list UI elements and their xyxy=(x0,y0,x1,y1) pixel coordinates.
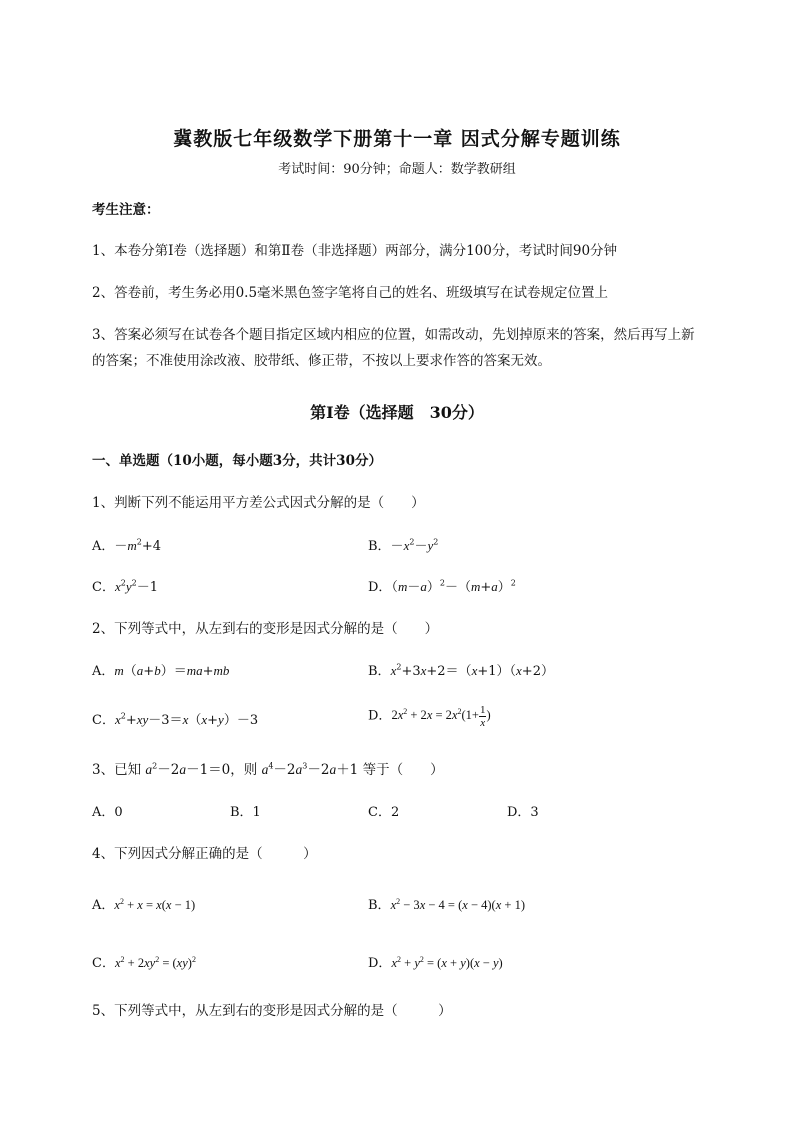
q4-option-a[interactable]: A．$x^2 + x = x(x - 1)$ xyxy=(92,896,196,913)
q3-option-a[interactable]: A．0 xyxy=(92,805,123,820)
q3-option-d[interactable]: D．3 xyxy=(507,805,539,820)
question-2-stem: 2、下列等式中，从左到右的变形是因式分解的是（ ） xyxy=(92,621,439,637)
q2-option-c[interactable]: C．$x^2+xy-3=x(x+y)-3$ xyxy=(92,711,259,728)
q2-option-d[interactable]: D．$2x^2 + 2x = 2x^2(1+$ $\frac{1}{x}$ ) xyxy=(368,704,491,729)
question-5-stem: 5、下列等式中，从左到右的变形是因式分解的是（ ） xyxy=(92,1003,452,1019)
fraction-1-over-x: $\frac{1}{x}$ xyxy=(479,704,486,729)
q3-option-c[interactable]: C．2 xyxy=(368,805,400,820)
question-3-stem: 3、已知 $a^2-2a-1=0$，则 $a^4-2a^3-2a+1$ 等于（ ） xyxy=(92,761,444,778)
section-title: 第I卷（选择题 30分） xyxy=(310,403,484,422)
q4-option-b[interactable]: B．$x^2 - 3x - 4 = (x - 4)(x + 1)$ xyxy=(368,896,525,913)
q1-option-c[interactable]: C．$x^2y^2-1$ xyxy=(92,578,158,595)
notice-item-3-cont: 的答案；不准使用涂改液、胶带纸、修正带，不按以上要求作答的答案无效。 xyxy=(92,353,551,369)
page-title: 冀教版七年级数学下册第十一章 因式分解专题训练 xyxy=(173,128,621,150)
exam-info: 考试时间：90分钟；命题人：数学教研组 xyxy=(278,162,516,177)
q1-option-a[interactable]: A．$-m^2+4$ xyxy=(92,537,162,554)
notice-item-1: 1、本卷分第I卷（选择题）和第Ⅱ卷（非选择题）两部分，满分100分，考试时间90分钟 xyxy=(92,243,618,259)
notice-item-2: 2、答卷前，考生务必用0.5毫米黑色签字笔将自己的姓名、班级填写在试卷规定位置上 xyxy=(92,285,609,301)
q2-option-a[interactable]: A．m（a+b）＝ma+mb xyxy=(92,663,230,679)
question-4-stem: 4、下列因式分解正确的是（ ） xyxy=(92,846,317,862)
part-heading: 一、单选题（10小题，每小题3分，共计30分） xyxy=(92,453,382,469)
question-1-stem: 1、判断下列不能运用平方差公式因式分解的是（ ） xyxy=(92,495,425,511)
notice-heading: 考生注意： xyxy=(92,202,160,218)
q1-option-d[interactable]: D．$(m-a)^2-(m+a)^2$ xyxy=(368,578,516,595)
q4-option-d[interactable]: D．$x^2 + y^2 = (x + y)(x - y)$ xyxy=(368,954,503,971)
q4-option-c[interactable]: C．$x^2 + 2xy^2 = (xy)^2$ xyxy=(92,954,196,971)
notice-item-3: 3、答案必须写在试卷各个题目指定区域内相应的位置，如需改动，先划掉原来的答案，然后再写上新 xyxy=(92,327,695,343)
q1-option-b[interactable]: B．$-x^2-y^2$ xyxy=(368,537,439,554)
q2-option-b[interactable]: B．$x^2+3x+2=(x+1)(x+2)$ xyxy=(368,662,554,679)
q3-option-b[interactable]: B．1 xyxy=(230,805,261,820)
